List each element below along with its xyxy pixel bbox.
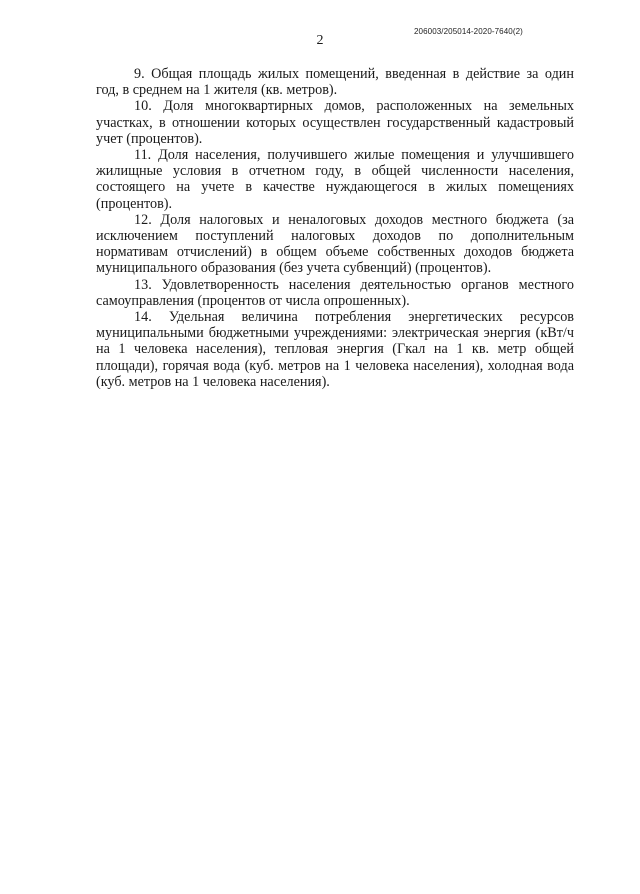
document-id: 206003/205014-2020-7640(2) <box>414 27 523 36</box>
paragraph-item-12: 12. Доля налоговых и неналоговых доходов местного бюджета (за исключением поступлений налоговых доходов по дополнительным нормативам отчислений) в общем объеме собственных доходов бюджета муниципального образования (без учета субвенций) (процентов). <box>96 211 574 277</box>
document-body <box>96 66 574 390</box>
paragraph-item-11: 11. Доля населения, получившего жилые помещения и улучшившего жилищные условия в отчетном году, в общей численности населения, состоящего на учете в качестве нуждающегося в жилых помещениях (процентов). <box>96 147 574 212</box>
page-number: 2 <box>316 33 324 48</box>
paragraph-item-13: 13. Удовлетворенность населения деятельностью органов местного самоуправления (процентов от числа опрошенных). <box>96 276 574 309</box>
paragraph-item-10: 10. Доля многоквартирных домов, расположенных на земельных участках, в отношении которых осуществлен государственный кадастровый учет (процентов). <box>96 98 574 147</box>
paragraph-item-14: 14. Удельная величина потребления энергетических ресурсов муниципальными бюджетными учреждениями: электрическая энергия (кВт/ч на 1 человека населения), тепловая энергия (Гкал на 1 кв. метр общей площади), горячая вода (куб. метров на 1 человека населения), холодная вода (куб. метров на 1 человека населения). <box>96 309 574 390</box>
paragraph-item-9: 9. Общая площадь жилых помещений, введенная в действие за один год, в среднем на 1 жителя (кв. метров). <box>96 66 574 99</box>
